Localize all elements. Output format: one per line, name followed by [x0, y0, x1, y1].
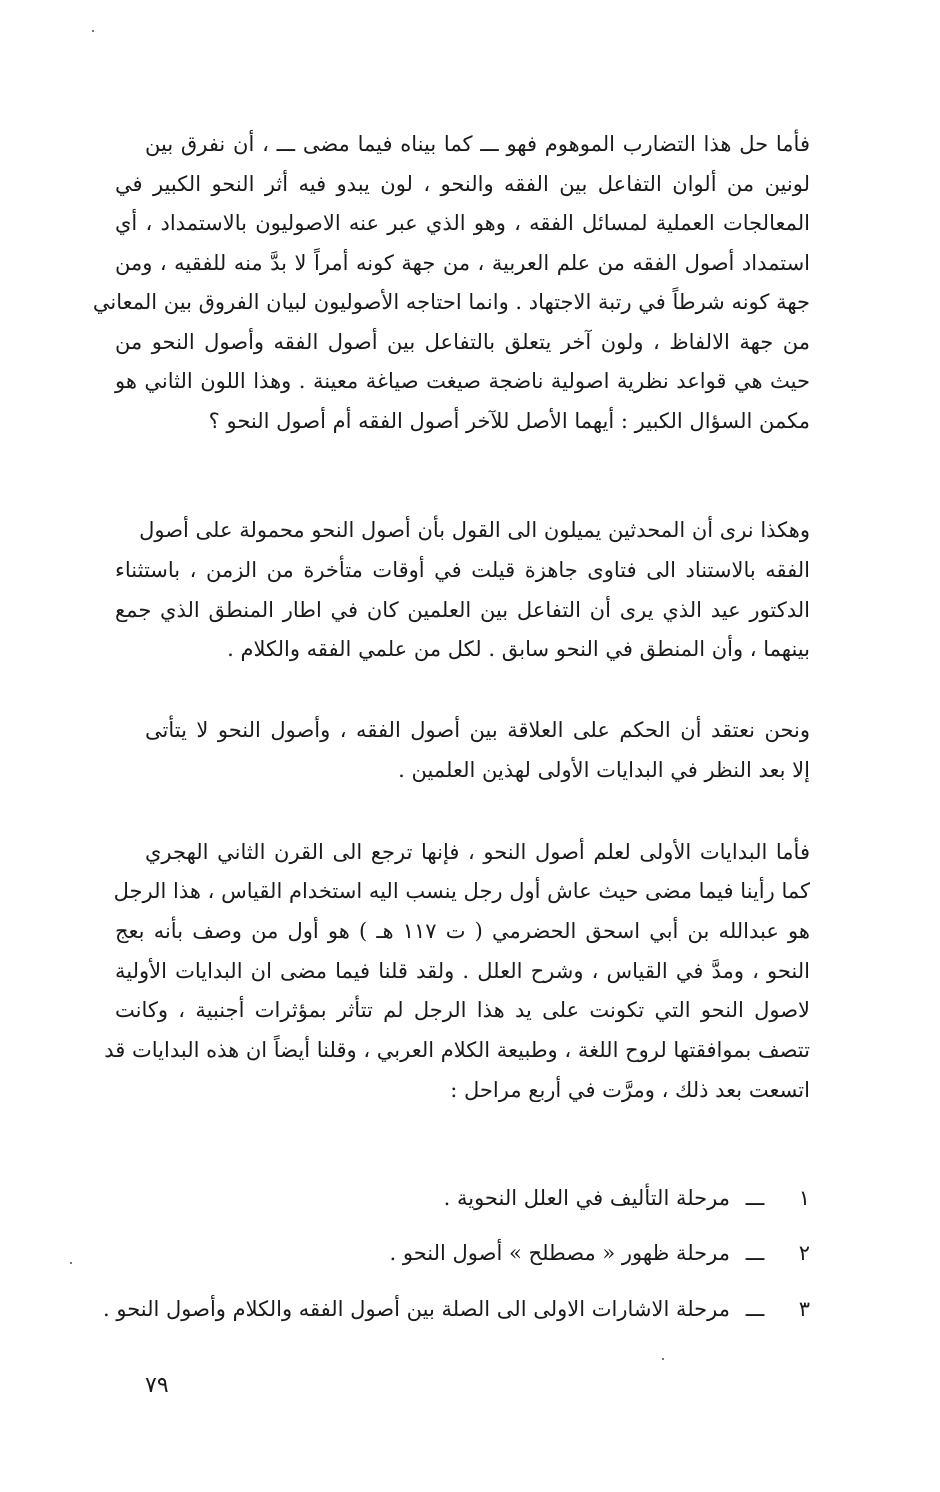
text-line: مكمن السؤال الكبير : أيهما الأصل للآخر أصول الفقه أم أصول النحو ؟ — [208, 409, 810, 433]
text-line: استمداد أصول الفقه من علم العربية ، من جهة كونه أمراً لا بدَّ منه للفقيه ، ومن — [115, 251, 810, 275]
page-number: ٧٩ — [145, 1373, 169, 1398]
text-line: هو عبدالله بن أبي اسحق الحضرمي ( ت ١١٧ هـ ) هو أول من وصف بأنه بعج — [115, 919, 810, 943]
list-text: مرحلة الاشارات الاولى الى الصلة بين أصول الفقه والكلام وأصول النحو . — [103, 1297, 730, 1321]
scan-speck — [92, 30, 94, 32]
text-line: وهكذا نرى أن المحدثين يميلون الى القول بأن أصول النحو محمولة على أصول — [139, 518, 810, 542]
list-dash: ـــ — [745, 1241, 765, 1265]
text-line: كما رأينا فيما مضى حيث عاش أول رجل ينسب اليه استخدام القياس ، هذا الرجل — [113, 879, 810, 903]
list-item — [115, 1238, 810, 1268]
text-line: إلا بعد النظر في البدايات الأولى لهذين العلمين . — [398, 758, 810, 782]
text-line: حيث هي قواعد نظرية اصولية ناضجة صيغت صياغة معينة . وهذا اللون الثاني هو — [115, 369, 810, 393]
text-line: لاصول النحو التي تكونت على يد هذا الرجل لم تتأثر بمؤثرات أجنبية ، وكانت — [115, 998, 810, 1022]
text-line: الفقه بالاستناد الى فتاوى جاهزة قيلت في أوقات متأخرة من الزمن ، باستثناء — [115, 558, 810, 582]
text-line: الدكتور عيد الذي يرى أن التفاعل بين العلمين كان في اطار المنطق الذي جمع — [115, 598, 810, 622]
text-line: من جهة الالفاظ ، ولون آخر يتعلق بالتفاعل بين أصول الفقه وأصول النحو من — [115, 330, 810, 354]
list-number: ٣ — [798, 1297, 810, 1321]
text-line: ونحن نعتقد أن الحكم على العلاقة بين أصول الفقه ، وأصول النحو لا يتأتى — [145, 718, 810, 742]
text-line: النحو ، ومدَّ في القياس ، وشرح العلل . ولقد قلنا فيما مضى ان البدايات الأولية — [115, 959, 810, 983]
text-line: بينهما ، وأن المنطق في النحو سابق . لكل من علمي الفقه والكلام . — [227, 637, 810, 661]
list-text: مرحلة ظهور « مصطلح » أصول النحو . — [389, 1241, 730, 1265]
text-line: لونين من ألوان التفاعل بين الفقه والنحو ، لون يبدو فيه أثر النحو الكبير في — [115, 172, 810, 196]
list-item — [115, 1183, 810, 1213]
text-line: تتصف بموافقتها لروح اللغة ، وطبيعة الكلام العربي ، وقلنا أيضاً ان هذه البدايات قد — [104, 1038, 810, 1062]
list-text: مرحلة التأليف في العلل النحوية . — [443, 1186, 730, 1210]
text-line: المعالجات العملية لمسائل الفقه ، وهو الذي عبر عنه الاصوليون بالاستمداد ، أي — [115, 211, 810, 235]
text-line: اتسعت بعد ذلك ، ومرَّت في أربع مراحل : — [450, 1078, 810, 1102]
text-line: فأما البدايات الأولى لعلم أصول النحو ، فإنها ترجع الى القرن الثاني الهجري — [145, 840, 810, 864]
list-item — [103, 1294, 810, 1324]
list-dash: ـــ — [745, 1297, 765, 1321]
scan-speck — [70, 1262, 72, 1264]
list-number: ١ — [798, 1186, 810, 1210]
list-dash: ـــ — [745, 1186, 765, 1210]
text-line: فأما حل هذا التضارب الموهوم فهو ـــ كما بيناه فيما مضى ـــ ، أن نفرق بين — [145, 132, 810, 156]
list-number: ٢ — [798, 1241, 810, 1265]
text-line: جهة كونه شرطاً في رتبة الاجتهاد . وانما احتاجه الأصوليون لبيان الفروق بين المعاني — [92, 290, 810, 314]
scan-speck — [662, 1358, 664, 1360]
